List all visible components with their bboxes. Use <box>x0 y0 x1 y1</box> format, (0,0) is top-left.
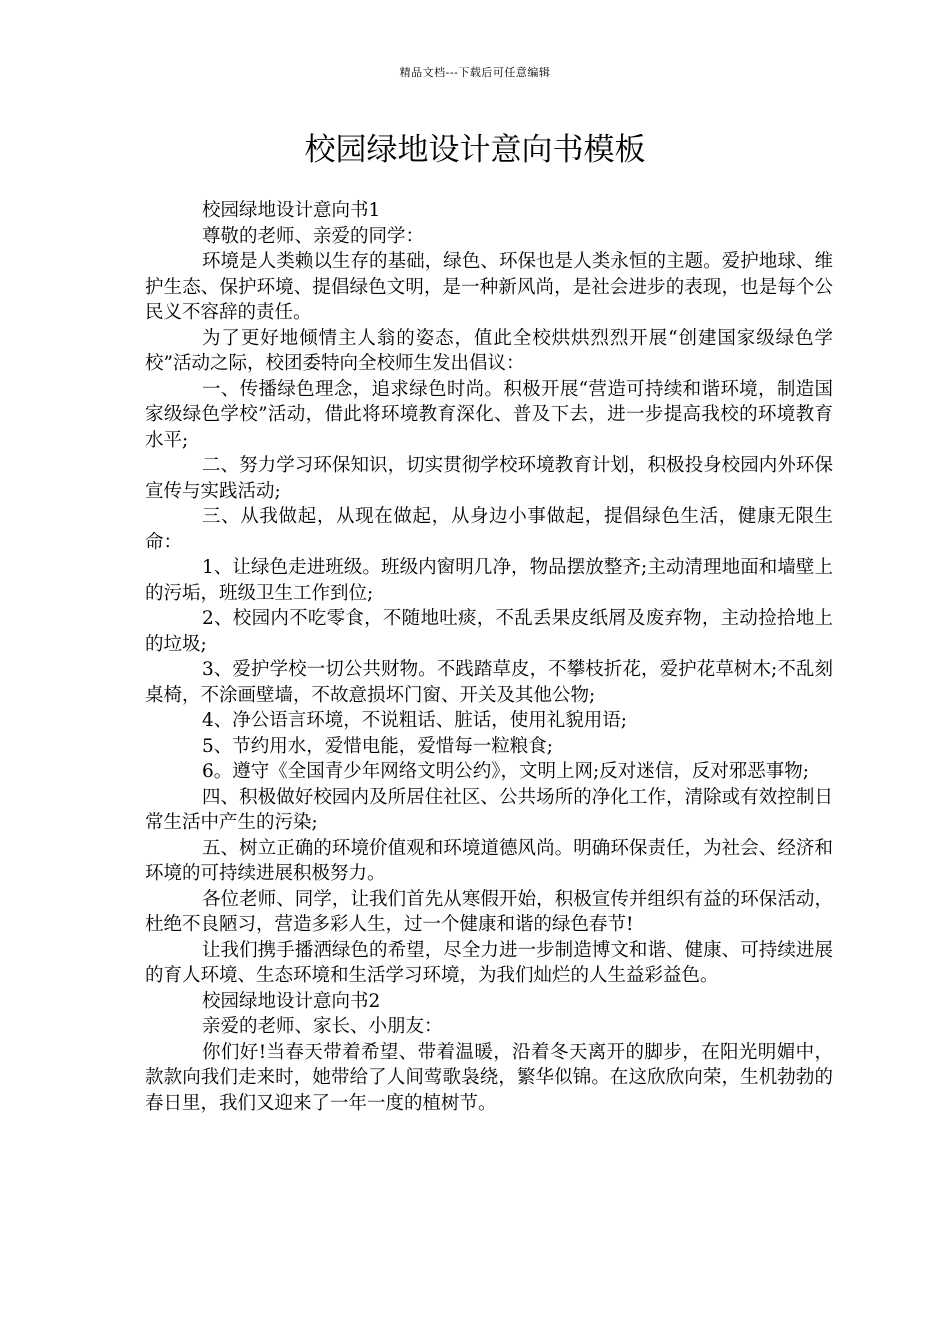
document-body <box>145 198 833 1116</box>
paragraph-section-heading-1: 校园绿地设计意向书1 <box>202 200 381 221</box>
paragraph: 为了更好地倾情主人翁的姿态，值此全校烘烘烈烈开展“创建国家级绿色学校”活动之际，校团委特向全校师生发出倡议： <box>145 327 833 374</box>
paragraph-section-heading-2: 校园绿地设计意向书2 <box>202 990 381 1012</box>
paragraph: 五、树立正确的环境价值观和环境道德风尚。明确环保责任，为社会、经济和环境的可持续进展积极努力。 <box>145 837 833 884</box>
document-title: 校园绿地设计意向书模板 <box>304 132 646 168</box>
paragraph: 让我们携手播洒绿色的希望，尽全力进一步制造博文和谐、健康、可持续进展的育人环境、生态环境和生活学习环境，为我们灿烂的人生益彩益色。 <box>145 939 833 986</box>
paragraph: 一、传播绿色理念，追求绿色时尚。积极开展“营造可持续和谐环境，制造国家级绿色学校”活动，借此将环境教育深化、普及下去，进一步提高我校的环境教育水平; <box>145 378 833 451</box>
paragraph-salutation-2: 亲爱的老师、家长、小朋友： <box>202 1016 443 1037</box>
paragraph: 5、节约用水，爱惜电能，爱惜每一粒粮食; <box>202 735 554 757</box>
paragraph: 6。遵守《全国青少年网络文明公约》，文明上网;反对迷信，反对邪恶事物; <box>202 761 809 782</box>
paragraph: 你们好!当春天带着希望、带着温暖，沿着冬天离开的脚步，在阳光明媚中，款款向我们走来时，她带给了人间莺歌袅绕，繁华似锦。在这欣欣向荣，生机勃勃的春日里，我们又迎来了一年一度的植树节。 <box>145 1041 833 1114</box>
paragraph: 各位老师、同学，让我们首先从寒假开始，积极宣传并组织有益的环保活动，杜绝不良陋习，营造多彩人生，过一个健康和谐的绿色春节! <box>145 888 833 935</box>
paragraph: 三、从我做起，从现在做起，从身边小事做起，提倡绿色生活，健康无限生命： <box>145 506 833 553</box>
page-header-note: 精品文档---下载后可任意编辑 <box>399 66 551 79</box>
paragraph: 2、校园内不吃零食，不随地吐痰，不乱丢果皮纸屑及废弃物，主动捡拾地上的垃圾; <box>145 608 833 655</box>
paragraph: 环境是人类赖以生存的基础，绿色、环保也是人类永恒的主题。爱护地球、维护生态、保护环境、提倡绿色文明，是一种新风尚，是社会进步的表现，也是每个公民义不容辞的责任。 <box>145 251 833 323</box>
paragraph: 1、让绿色走进班级。班级内窗明几净，物品摆放整齐;主动清理地面和墙壁上的污垢，班级卫生工作到位; <box>145 557 833 604</box>
paragraph: 四、积极做好校园内及所居住社区、公共场所的净化工作，清除或有效控制日常生活中产生的污染; <box>145 786 833 833</box>
paragraph-salutation-1: 尊敬的老师、亲爱的同学： <box>202 225 425 247</box>
paragraph: 二、努力学习环保知识，切实贯彻学校环境教育计划，积极投身校园内外环保宣传与实践活动; <box>145 455 833 502</box>
paragraph: 4、净公语言环境，不说粗话、脏话，使用礼貌用语; <box>202 710 628 731</box>
paragraph: 3、爱护学校一切公共财物。不践踏草皮，不攀枝折花，爱护花草树木;不乱刻桌椅，不涂画壁墙，不故意损坏门窗、开关及其他公物; <box>145 659 833 706</box>
